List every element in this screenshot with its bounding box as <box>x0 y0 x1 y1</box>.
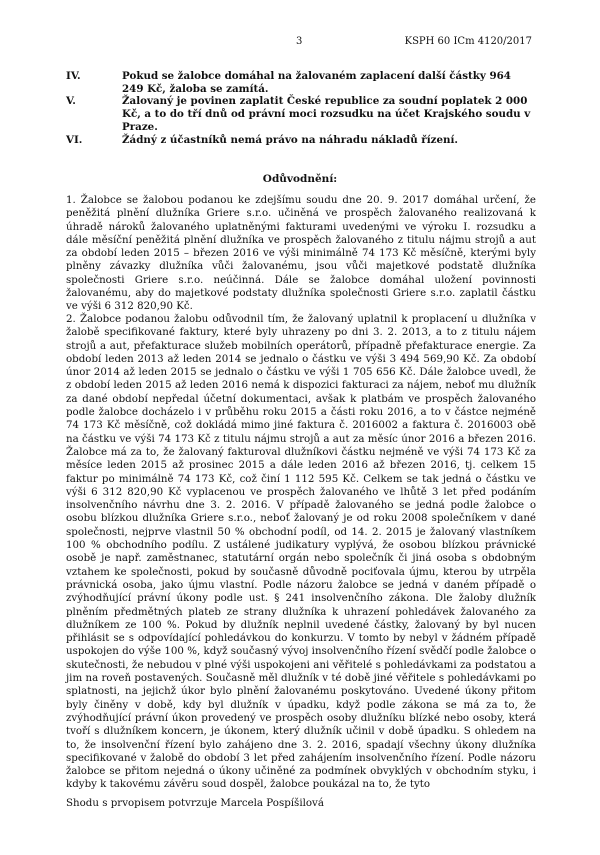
reasoning-paragraph: 2. Žalobce podanou žalobu odůvodnil tím, že žalovaný uplatnil k proplacení u dlužníka v žalobě specifikované faktury, které byly uhrazeny po dni 3. 2. 2013, a to z titulu nájem strojů a aut, přefakturace služeb mobilních operátorů, případně přefakturace energie. Za období leden 2013 až leden 2014 se jednalo o částku ve výši 3 494 569,90 Kč. Za období únor 2014 až leden 2015 se jednalo o částku ve výši 1 705 656 Kč. Dále žalobce uvedl, že z období leden 2015 až leden 2016 nemá k dispozici fakturaci za nájem, neboť mu dlužník za dané období nepředal účetní dokumentaci, avšak k platbám ve prospěch žalovaného podle žalobce docházelo i v průběhu roku 2015 a části roku 2016, a to v částce nejméně 74 173 Kč měsíčně, což dokládá mimo jiné faktura č. 2016002 a faktura č. 2016003 obě na částku ve výši 74 173 Kč z titulu nájmu strojů a aut za měsíc únor 2016 a březen 2016. Žalobce má za to, že žalovaný fakturoval dlužníkovi částku nejméně ve výši 74 173 Kč za měsíce leden 2015 až prosinec 2015 a dále leden 2016 až březen 2016, tj. celkem 15 faktur po minimálně 74 173 Kč, což činí 1 112 595 Kč. Celkem se tak jedná o částku ve výši 6 312 820,90 Kč vyplacenou ve prospěch žalovaného ve lhůtě 3 let před podáním insolvenčního návrhu dne 3. 2. 2016. V případě žalovaného se jedná podle žalobce o osobu blízkou dlužníka Griere s.r.o., neboť žalovaný je od roku 2008 společníkem v dané společnosti, nejprve vlastnil 50 % obchodní podíl, od 14. 2. 2015 je žalovaný vlastníkem 100 % obchodního podílu. Z ustálené judikatury vyplývá, že osobou blízkou právnické osobě je např. zaměstnanec, statutární orgán nebo společník či jiná osoba s obdobným vztahem ke společnosti, pokud by současně důvodně pociťovala újmu, kterou by utrpěla právnická osoba, jako újmu vlastní. Podle názoru žalobce se jedná v daném případě o zvýhodňující právní úkony podle ust. § 241 insolvenčního zákona. Dle žaloby dlužník plněním předmětných plateb ze strany dlužníka k uhrazení pohledávek žalovaného za dlužníkem ze 100 %. Pokud by dlužník neplnil uvedené částky, žalovaný by byl nucen přihlásit se s odpovídající pohledávkou do konkurzu. V tomto by nebyl v žádném případě uspokojen do výše 100 %, když současný vývoj insolvenčního řízení svědčí podle žalobce o skutečnosti, že nebudou v plné výši uspokojeni ani věřitelé s pohledávkami za podstatou a jim na roveň postavených. Současně měl dlužník v té době jiné věřitele s pohledávkami po splatnosti, na jejichž úkor bylo plnění žalovanému poskytováno. Uvedené úkony přitom byly činěny v době, kdy byl dlužník v úpadku, když podle zákona se má za to, že zvýhodňující právní úkon provedený ve prospěch osoby dlužníku blízké nebo osoby, která tvoří s dlužníkem koncern, je úkonem, který dlužník učinil v době úpadku. S ohledem na to, že insolvenční řízení bylo zahájeno dne 3. 2. 2016, spadají všechny úkony dlužníka specifikované v žalobě do období 3 let před zahájením insolvenčního řízení. Podle názoru žalobce se přitom nejedná o úkony učiněné za podmínek obvyklých v obchodním styku, i kdyby k takovému závěru soud dospěl, žalobce poukázal na to, že tyto <box>66 313 536 791</box>
reasoning-heading-text: Odůvodnění: <box>262 173 338 185</box>
verdict-item-number: V. <box>66 95 76 108</box>
reasoning-heading <box>0 173 600 185</box>
verdict-list <box>66 70 536 146</box>
verdict-item <box>66 70 536 95</box>
verdict-item-number: IV. <box>66 70 81 82</box>
verdict-item-text: Žalovaný je povinen zaplatit České republice za soudní poplatek 2 000 Kč, a to do tří dnů od právní moci rozsudku na účet Krajského soudu v Praze. <box>122 95 531 133</box>
verdict-item-text: Pokud se žalobce domáhal na žalovaném zaplacení další částky 964 249 Kč, žaloba se zamítá. <box>122 70 511 95</box>
reasoning-paragraph: 1. Žalobce se žalobou podanou ke zdejšímu soudu dne 20. 9. 2017 domáhal určení, že peněžitá plnění dlužníka Griere s.r.o. učiněná ve prospěch žalovaného realizovaná k úhradě nároků žalovaného uplatněnými fakturami uvedenými ve výroku I. rozsudku a dále měsíční peněžitá plnění dlužníka ve prospěch žalovaného z titulu nájmu strojů a aut za období leden 2015 – březen 2016 ve výši minimálně 74 173 Kč měsíčně, kterými byly plněny závazky dlužníka vůči žalovanému, jsou vůči majetkové podstatě dlužníka společnosti Griere s.r.o. neúčinná. Dále se žalobce domáhal uložení povinnosti žalovanému, aby do majetkové podstaty dlužníka společnosti Griere s.r.o. zaplatil částku ve výši 6 312 820,90 Kč. <box>66 194 536 313</box>
certification-note: Shodu s prvopisem potvrzuje Marcela Pospíšilová <box>66 797 324 809</box>
verdict-item-number: VI. <box>66 133 83 146</box>
verdict-item <box>66 134 536 147</box>
verdict-item <box>66 95 536 133</box>
verdict-item-text: Žádný z účastníků nemá právo na náhradu nákladů řízení. <box>122 133 459 146</box>
page-number: 3 <box>296 36 303 47</box>
case-reference: KSPH 60 ICm 4120/2017 <box>404 36 532 47</box>
